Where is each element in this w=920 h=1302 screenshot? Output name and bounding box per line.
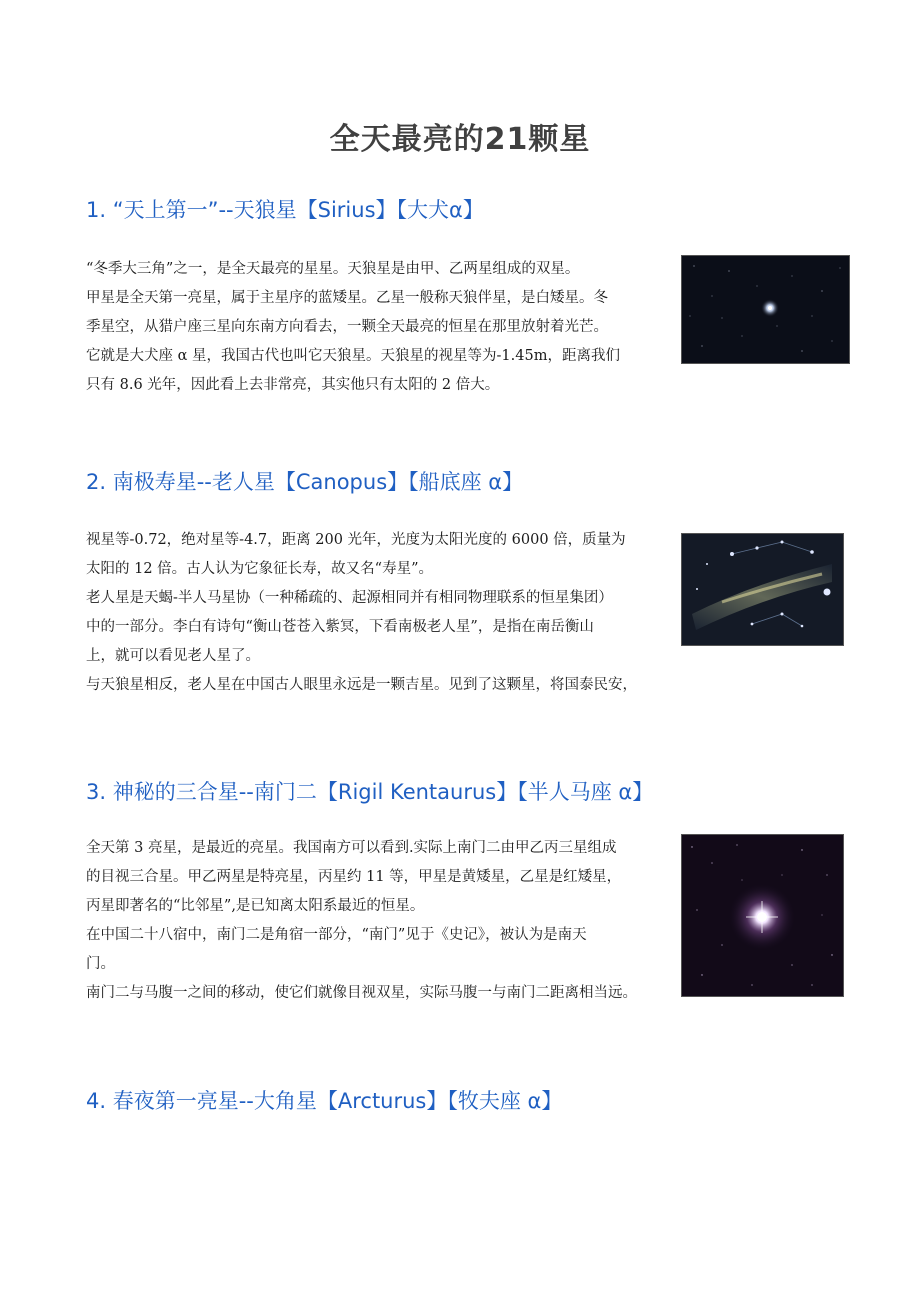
bright-star-photo-icon xyxy=(681,834,844,997)
document-title: 全天最亮的21颗星 xyxy=(329,122,591,157)
paragraph-line: 只有 8.6 光年，因此看上去非常亮，其实他只有太阳的 2 倍大。 xyxy=(86,377,500,393)
section-heading-sirius: 1. “天上第一”--天狼星【Sirius】【大犬α】 xyxy=(86,198,484,222)
paragraph-line: 与天狼星相反，老人星在中国古人眼里永远是一颗吉星。见到了这颗星，将国泰民安， xyxy=(86,677,637,693)
paragraph-line: 季星空，从猎户座三星向东南方向看去，一颗全天最亮的恒星在那里放射着光芒。 xyxy=(86,319,608,335)
paragraph-line: 门。 xyxy=(86,956,115,972)
section-body-sirius xyxy=(86,255,686,400)
paragraph-line: 它就是大犬座 α 星，我国古代也叫它天狼星。天狼星的视星等为-1.45m，距离我们 xyxy=(86,348,620,364)
paragraph-line: 南门二与马腹一之间的移动，使它们就像目视双星，实际马腹一与南门二距离相当远。 xyxy=(86,985,637,1001)
paragraph-line: 甲星是全天第一亮星，属于主星序的蓝矮星。乙星一般称天狼伴星，是白矮星。冬 xyxy=(86,290,608,306)
section-heading-rigil-kentaurus: 3. 神秘的三合星--南门二【Rigil Kentaurus】【半人马座 α】 xyxy=(86,780,654,804)
paragraph-line: 全天第 3 亮星，是最近的亮星。我国南方可以看到.实际上南门二由甲乙丙三星组成 xyxy=(86,840,617,856)
constellation-photo-icon xyxy=(681,533,844,646)
paragraph-line: “冬季大三角”之一，是全天最亮的星星。天狼星是由甲、乙两星组成的双星。 xyxy=(86,261,580,277)
section-heading-arcturus: 4. 春夜第一亮星--大角星【Arcturus】【牧夫座 α】 xyxy=(86,1089,563,1113)
starfield-photo-icon xyxy=(681,255,850,364)
paragraph-line: 上，就可以看见老人星了。 xyxy=(86,648,260,664)
paragraph-line: 的目视三合星。甲乙两星是特亮星，丙星约 11 等，甲星是黄矮星，乙星是红矮星， xyxy=(86,869,622,885)
paragraph-line: 视星等-0.72，绝对星等-4.7，距离 200 光年，光度为太阳光度的 6000 倍，质量为 xyxy=(86,532,626,548)
paragraph-line: 老人星是天蝎-半人马星协（一种稀疏的、起源相同并有相同物理联系的恒星集团） xyxy=(86,590,613,606)
paragraph-line: 在中国二十八宿中，南门二是角宿一部分，“南门”见于《史记》，被认为是南天 xyxy=(86,927,587,943)
paragraph-line: 丙星即著名的“比邻星”,是已知离太阳系最近的恒星。 xyxy=(86,898,425,914)
section-heading-canopus: 2. 南极寿星--老人星【Canopus】【船底座 α】 xyxy=(86,470,524,494)
section-body-rigil-kentaurus xyxy=(86,834,686,1008)
paragraph-line: 中的一部分。李白有诗句“衡山苍苍入紫冥，下看南极老人星”，是指在南岳衡山 xyxy=(86,619,594,635)
paragraph-line: 太阳的 12 倍。古人认为它象征长寿，故又名“寿星”。 xyxy=(86,561,433,577)
section-body-canopus xyxy=(86,526,686,700)
